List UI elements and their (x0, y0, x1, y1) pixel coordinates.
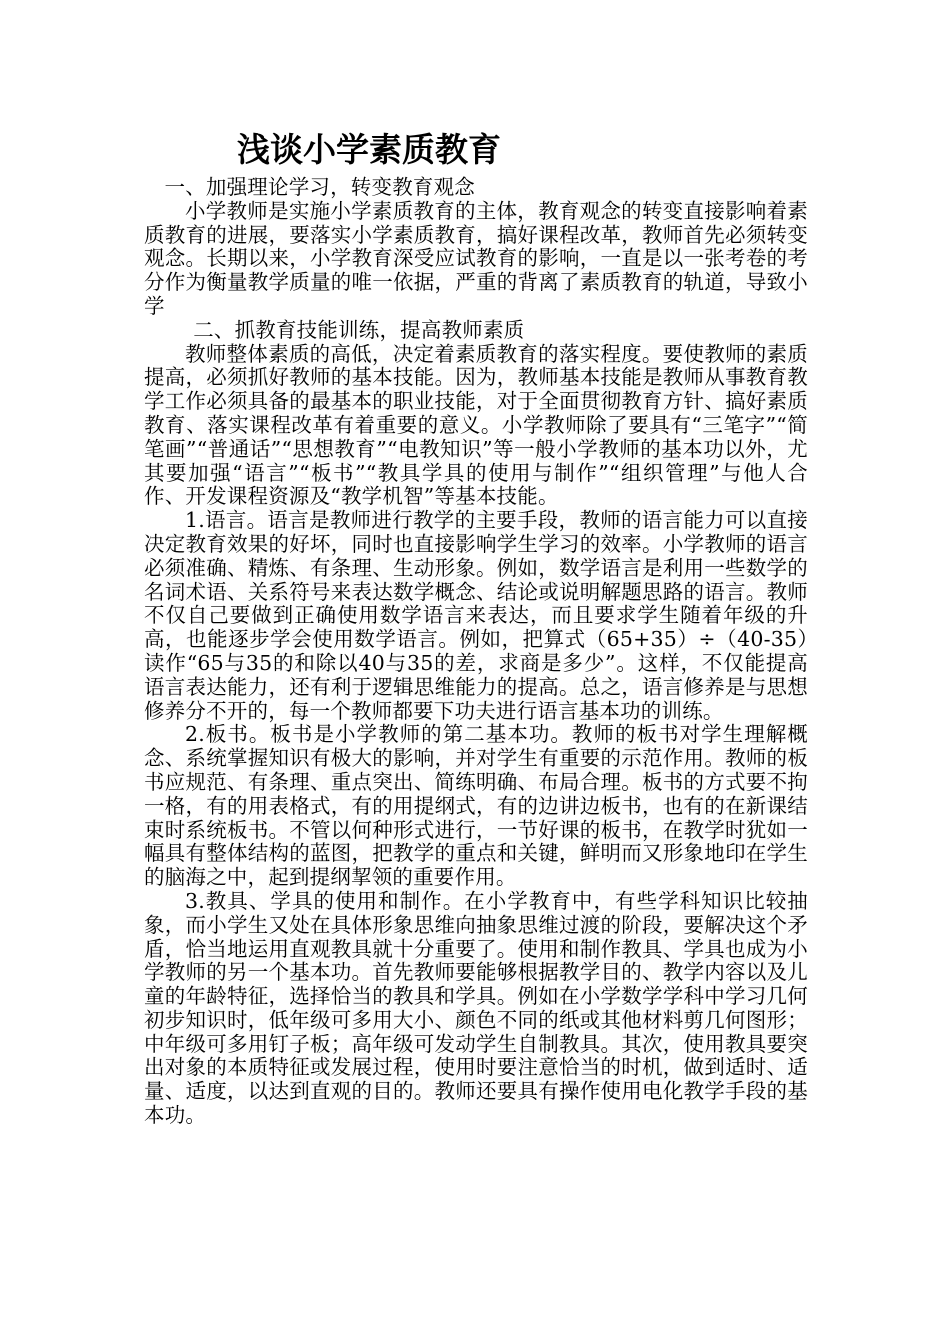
document-body (144, 176, 808, 1128)
paragraph: 小学教师是实施小学素质教育的主体，教育观念的转变直接影响着素质教育的进展，要落实小学素质教育，搞好课程改革，教师首先必须转变观念。长期以来，小学教育深受应试教育的影响，一直是以一张考卷的考分作为衡量教学质量的唯一依据，严重的背离了素质教育的轨道，导致小学 (144, 198, 808, 318)
document-title: 浅谈小学素质教育 (237, 130, 501, 169)
section-heading-1: 一、加强理论学习，转变教育观念 (164, 175, 475, 199)
section-heading-2: 二、抓教育技能训练，提高教师素质 (193, 317, 525, 342)
paragraph: 2.板书。板书是小学教师的第二基本功。教师的板书对学生理解概念、系统掌握知识有极大的影响，并对学生有重要的示范作用。教师的板书应规范、有条理、重点突出、简练明确、布局合理。板书的方式要不拘一格，有的用表格式，有的用提纲式，有的边讲边板书，也有的在新课结束时系统板书。不管以何种形式进行，一节好课的板书，在教学时犹如一幅具有整体结构的蓝图，把教学的重点和关键，鲜明而又形象地印在学生的脑海之中，起到提纲挈领的重要作用。 (144, 722, 808, 890)
paragraph: 1.语言。语言是教师进行教学的主要手段，教师的语言能力可以直接决定教育效果的好坏，同时也直接影响学生学习的效率。小学教师的语言必须准确、精炼、有条理、生动形象。例如，数学语言是利用一些数学的名词术语、关系符号来表达数学概念、结论或说明解题思路的语言。教师不仅自己要做到正确使用数学语言来表达，而且要求学生随着年级的升高，也能逐步学会使用数学语言。例如，把算式（65+35）÷（40-35）读作“65与35的和除以40与35的差，求商是多少”。这样，不仅能提高语言表达能力，还有利于逻辑思维能力的提高。总之，语言修养是与思想修养分不开的，每一个教师都要下功夫进行语言基本功的训练。 (144, 508, 808, 723)
paragraph: 3.教具、学具的使用和制作。在小学教育中，有些学科知识比较抽象，而小学生又处在具体形象思维向抽象思维过渡的阶段，要解决这个矛盾，恰当地运用直观教具就十分重要了。使用和制作教具、学具也成为小学教师的另一个基本功。首先教师要能够根据教学目的、教学内容以及儿童的年龄特征，选择恰当的教具和学具。例如在小学数学学科中学习几何初步知识时，低年级可多用大小、颜色不同的纸或其他材料剪几何图形；中年级可多用钉子板；高年级可发动学生自制教具。其次，使用教具要突出对象的本质特征或发展过程，使用时要注意恰当的时机，做到适时、适量、适度，以达到直观的目的。教师还要具有操作使用电化教学手段的基本功。 (144, 888, 808, 1128)
paragraph: 教师整体素质的高低，决定着素质教育的落实程度。要使教师的素质提高，必须抓好教师的基本技能。因为，教师基本技能是教师从事教育教学工作必须具备的最基本的职业技能，对于全面贯彻教育方针、搞好素质教育、落实课程改革有着重要的意义。小学教师除了要具有“三笔字”“简笔画”“普通话”“思想教育”“电教知识”等一般小学教师的基本功以外，尤其要加强“语言”“板书”“教具学具的使用与制作”“组织管理”与他人合作、开发课程资源及“教学机智”等基本技能。 (144, 341, 808, 509)
